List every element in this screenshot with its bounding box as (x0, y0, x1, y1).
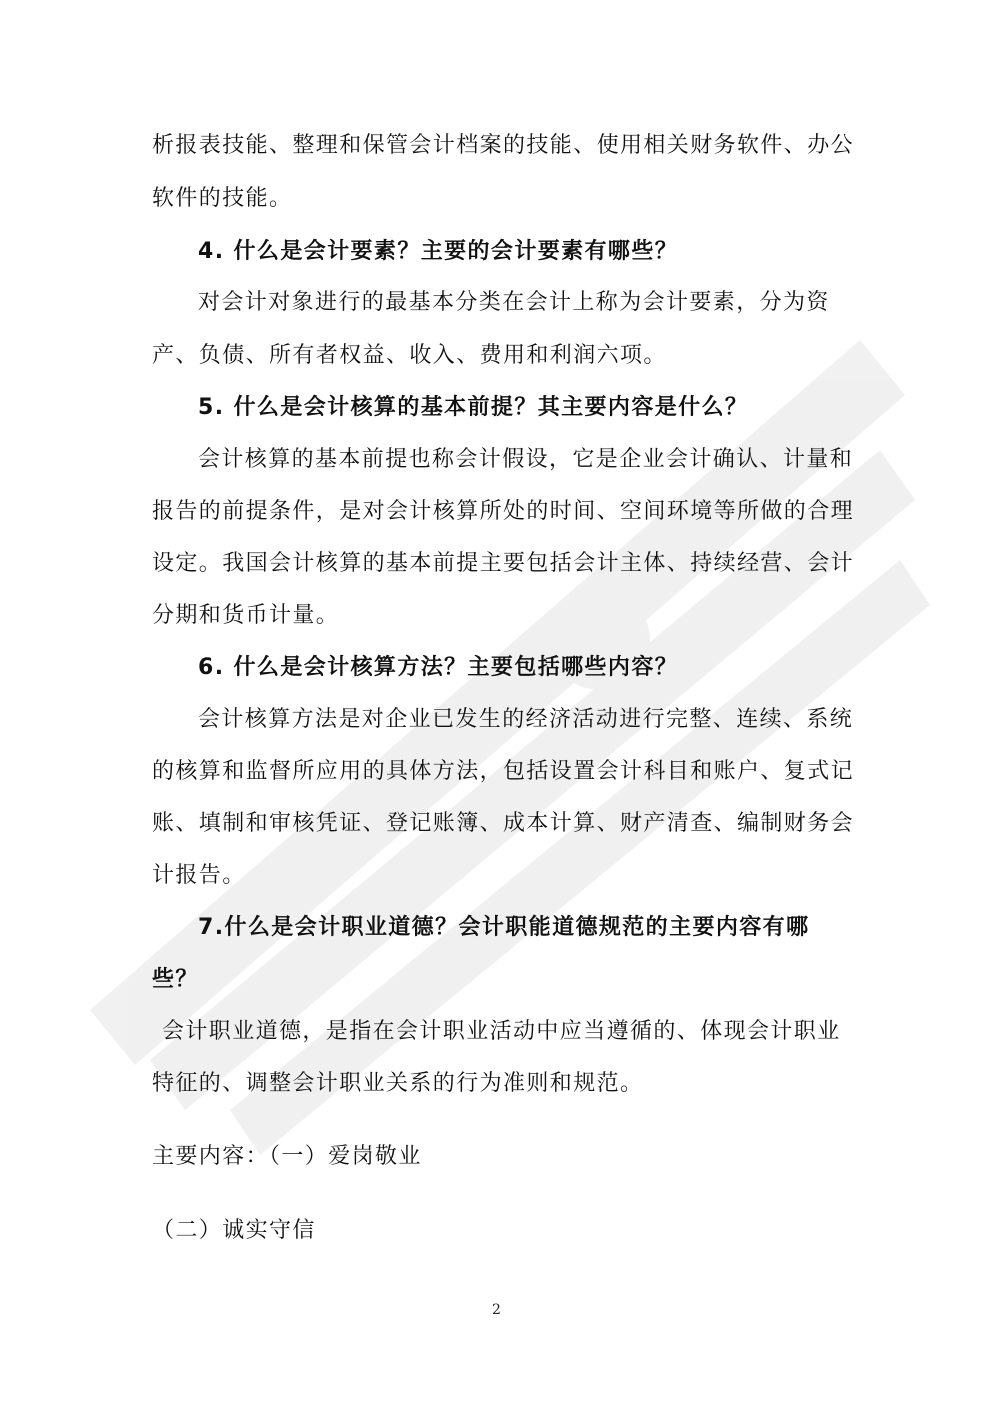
question-heading: 6. 什么是会计核算方法？主要包括哪些内容？ (198, 655, 679, 680)
page-number: 2 (492, 1302, 501, 1318)
paragraph-line: 设定。我国会计核算的基本前提主要包括会计主体、持续经营、会计 (152, 551, 855, 576)
paragraph-line: 会计职业道德，是指在会计职业活动中应当遵循的、体现会计职业 (162, 1019, 841, 1044)
question-heading: 7.什么是会计职业道德？会计职能道德规范的主要内容有哪 (198, 915, 810, 940)
paragraph-line: 对会计对象进行的最基本分类在会计上称为会计要素，分为资 (198, 290, 830, 315)
paragraph-line: 会计核算方法是对企业已发生的经济活动进行完整、连续、系统 (198, 707, 854, 732)
paragraph-line: 账、填制和审核凭证、登记账簿、成本计算、财产清查、编制财务会 (152, 811, 855, 836)
paragraph-line: 的核算和监督所应用的具体方法，包括设置会计科目和账户、复式记 (152, 759, 855, 784)
question-heading: 5. 什么是会计核算的基本前提？其主要内容是什么？ (198, 395, 749, 420)
paragraph-line: 产、负债、所有者权益、收入、费用和利润六项。 (152, 343, 667, 368)
paragraph-line: 分期和货币计量。 (152, 603, 340, 628)
paragraph-line: 会计核算的基本前提也称会计假设，它是企业会计确认、计量和 (198, 447, 854, 472)
paragraph-line: 析报表技能、整理和保管会计档案的技能、使用相关财务软件、办公 (152, 133, 855, 158)
paragraph-line: 报告的前提条件，是对会计核算所处的时间、空间环境等所做的合理 (152, 499, 855, 524)
paragraph-line: 计报告。 (152, 863, 246, 888)
paragraph-line: （二）诚实守信 (152, 1218, 316, 1243)
paragraph-line: 软件的技能。 (152, 186, 293, 211)
question-heading: 4. 什么是会计要素？主要的会计要素有哪些？ (198, 239, 679, 264)
paragraph-line: 特征的、调整会计职业关系的行为准则和规范。 (152, 1071, 644, 1096)
question-heading: 些？ (152, 967, 199, 992)
paragraph-line: 主要内容：（一）爱岗敬业 (152, 1144, 422, 1169)
